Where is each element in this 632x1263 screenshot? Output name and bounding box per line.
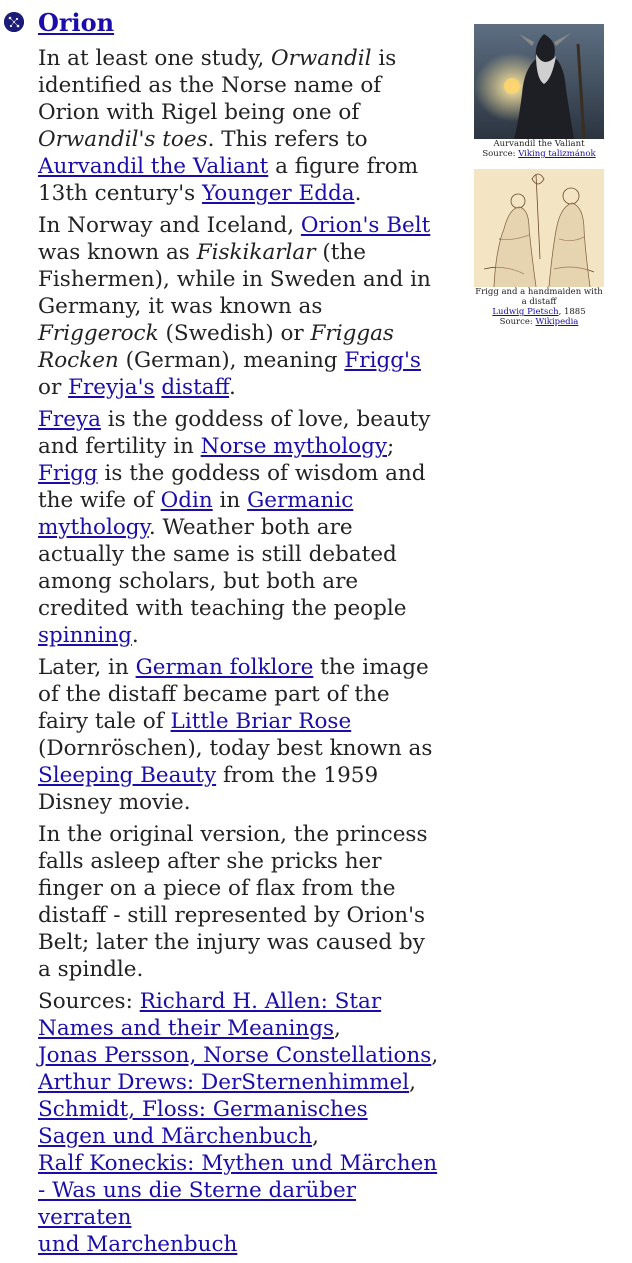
paragraph-original-version — [38, 821, 440, 983]
figure-source — [474, 149, 604, 159]
term-friggerock: Friggerock — [38, 321, 159, 346]
article-body — [38, 45, 440, 1263]
source-link[interactable]: Jonas Persson, Norse Constellations — [38, 1043, 432, 1068]
term-orwandils-toes: Orwandil's toes — [38, 127, 208, 152]
text: or — [38, 375, 69, 400]
figure-caption: Aurvandil the Valiant — [493, 139, 585, 149]
link-distaff[interactable]: distaff — [161, 375, 230, 400]
text: . — [131, 623, 139, 648]
frigg-illustration — [474, 169, 604, 287]
text: Later, in — [38, 655, 136, 680]
figure-source — [474, 317, 604, 327]
constellation-icon — [4, 12, 24, 32]
separator: , — [431, 1043, 439, 1068]
figure-artist — [474, 307, 604, 317]
link-spinning[interactable]: spinning — [38, 623, 132, 648]
source-label: Source: — [482, 149, 519, 159]
link-germanic-mythology[interactable]: Germanic mythology — [38, 488, 354, 540]
link-orions-belt[interactable]: Orion's Belt — [300, 213, 431, 238]
sidebar-figures — [474, 24, 604, 337]
text: in — [212, 488, 248, 513]
source-link-viking[interactable]: Viking talizmánok — [518, 149, 596, 159]
text: is identified as the Norse name of Orion with Rigel being one of — [38, 46, 397, 125]
link-german-folklore[interactable]: German folklore — [135, 655, 314, 680]
title-link[interactable]: Orion — [38, 8, 115, 37]
text: In Norway and Iceland, — [38, 213, 301, 238]
link-freya[interactable]: Freya — [38, 407, 101, 432]
text: from the 1959 Disney movie. — [38, 763, 379, 815]
link-norse-mythology[interactable]: Norse mythology — [200, 434, 387, 459]
source-link[interactable]: und Marchenbuch — [38, 1232, 238, 1257]
link-sleeping-beauty[interactable]: Sleeping Beauty — [38, 763, 217, 788]
sources — [38, 988, 440, 1258]
text: ; — [387, 434, 395, 459]
source-link-wikipedia[interactable]: Wikipedia — [535, 317, 579, 327]
paragraph-belt — [38, 212, 440, 401]
text: is the goddess of wisdom and the wife of — [38, 461, 426, 513]
source-link[interactable]: Ralf Koneckis: Mythen und Märchen - Was uns die Sterne darüber verraten — [38, 1151, 438, 1230]
separator: , — [409, 1070, 416, 1095]
text: was known as — [38, 240, 197, 265]
figure-caption: Frigg and a handmaiden with a distaff — [475, 287, 603, 307]
text: In the original version, the princess falls asleep after she pricks her finger on a piece of flax from the distaff - still represented by Orion's Belt; later the injury was caused by a spindle. — [38, 822, 428, 982]
aurvandil-image — [474, 24, 604, 139]
text: . This refers to — [207, 127, 368, 152]
text: is the goddess of love, beauty and fertility in — [38, 407, 431, 459]
link-friggs[interactable]: Frigg's — [344, 348, 421, 373]
separator: , — [334, 1016, 341, 1041]
source-link[interactable]: Richard H. Allen: Star Names and their Meanings — [38, 989, 382, 1041]
sources-label: Sources: — [38, 989, 140, 1014]
paragraph-orwandil — [38, 45, 440, 207]
text: the image of the distaff became part of the fairy tale of — [38, 655, 429, 734]
text: In at least one study, — [38, 46, 271, 71]
term-friggas-rocken: Friggas Rocken — [38, 321, 394, 373]
figure-year: , 1885 — [558, 307, 586, 317]
link-younger-edda[interactable]: Younger Edda — [201, 181, 355, 206]
paragraph-folklore — [38, 654, 440, 816]
link-little-briar-rose[interactable]: Little Briar Rose — [170, 709, 352, 734]
term-fiskikarlar: Fiskikarlar — [196, 240, 316, 265]
source-link[interactable]: Schmidt, Floss: Germanisches Sagen und Märchenbuch — [38, 1097, 368, 1149]
artist-link[interactable]: Ludwig Pietsch — [492, 307, 559, 317]
paragraph-goddesses — [38, 406, 440, 649]
link-freyjas[interactable]: Freyja's — [68, 375, 155, 400]
text: . — [354, 181, 362, 206]
text: (German), meaning — [118, 348, 345, 373]
figure-aurvandil — [474, 24, 604, 159]
figure-frigg — [474, 169, 604, 327]
text: . Weather both are actually the same is still debated among scholars, but both are credited with teaching the people — [38, 515, 407, 621]
text: . — [229, 375, 236, 400]
source-label: Source: — [499, 317, 536, 327]
text: (Swedish) or — [158, 321, 311, 346]
page-title — [38, 7, 114, 39]
source-link[interactable]: Arthur Drews: DerSternenhimmel — [38, 1070, 410, 1095]
link-frigg[interactable]: Frigg — [38, 461, 98, 486]
text: (the Fishermen), while in Sweden and in Germany, it was known as — [38, 240, 431, 319]
text: (Dornröschen), today best known as — [38, 736, 433, 761]
separator: , — [312, 1124, 319, 1149]
term-orwandil: Orwandil — [270, 46, 372, 71]
link-aurvandil[interactable]: Aurvandil the Valiant — [38, 154, 269, 179]
text: a figure from 13th century's — [38, 154, 419, 206]
link-odin[interactable]: Odin — [160, 488, 213, 513]
